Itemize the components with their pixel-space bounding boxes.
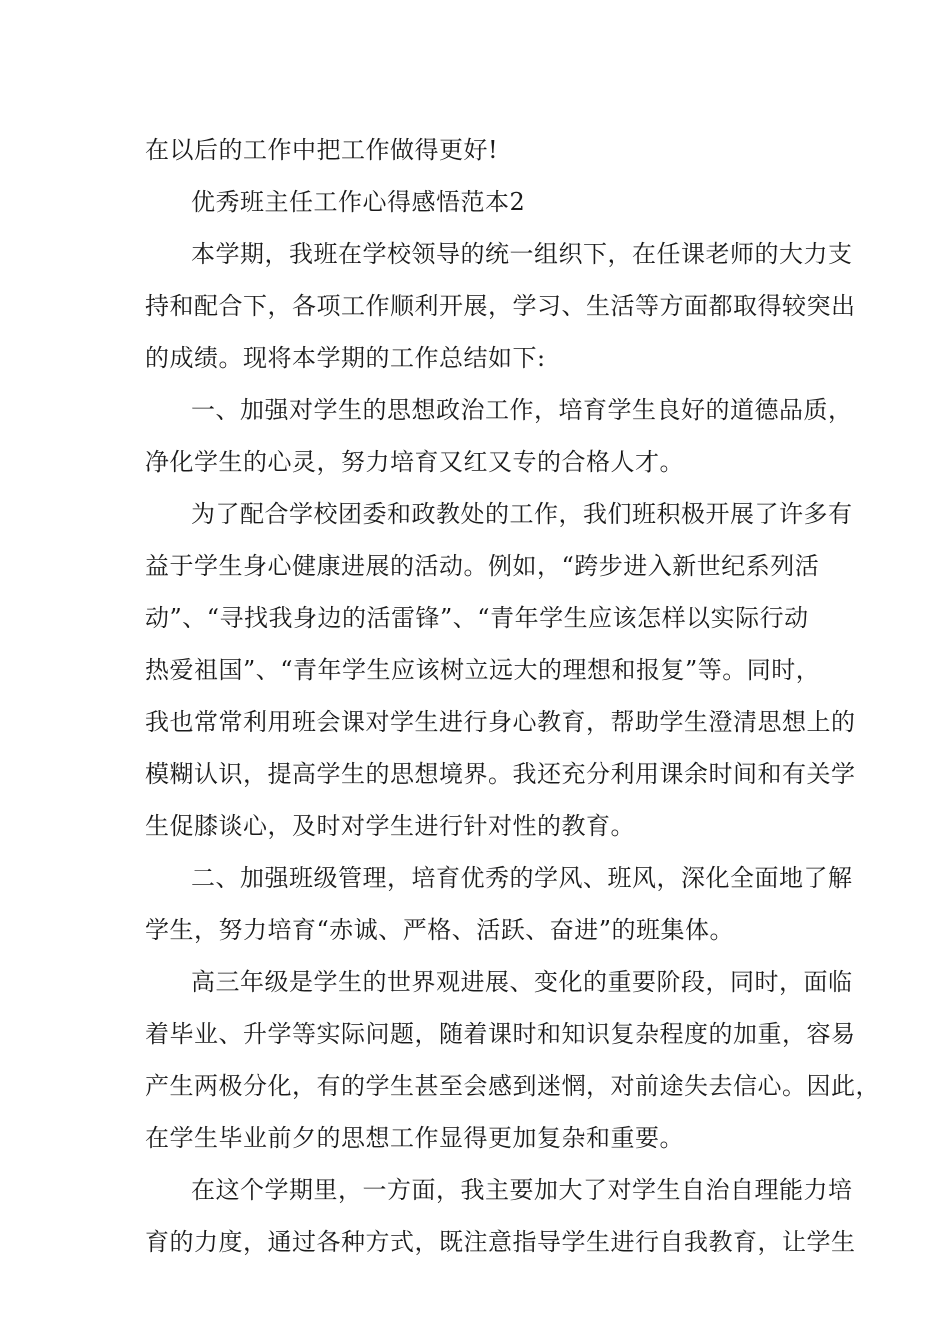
paragraph-line: 产生两极分化，有的学生甚至会感到迷惘，对前途失去信心。因此， bbox=[145, 1072, 880, 1100]
paragraph-line: 净化学生的心灵，努力培育又红又专的合格人才。 bbox=[145, 448, 684, 476]
paragraph-line: 育的力度，通过各种方式，既注意指导学生进行自我教育，让学生 bbox=[145, 1228, 856, 1256]
paragraph-line: 为了配合学校团委和政教处的工作，我们班积极开展了许多有 bbox=[191, 500, 853, 528]
paragraph-line: 模糊认识，提高学生的思想境界。我还充分利用课余时间和有关学 bbox=[145, 760, 856, 788]
paragraph-line: 动”、“寻找我身边的活雷锋”、“青年学生应该怎样以实际行动 bbox=[145, 604, 809, 632]
paragraph-line: 在这个学期里，一方面，我主要加大了对学生自治自理能力培 bbox=[191, 1176, 853, 1204]
paragraph-line: 的成绩。现将本学期的工作总结如下: bbox=[145, 344, 546, 372]
paragraph-line: 学生，努力培育“赤诚、严格、活跃、奋进”的班集体。 bbox=[145, 916, 735, 944]
paragraph-line: 益于学生身心健康进展的活动。例如，“跨步进入新世纪系列活 bbox=[145, 552, 820, 580]
paragraph-line: 我也常常利用班会课对学生进行身心教育，帮助学生澄清思想上的 bbox=[145, 708, 856, 736]
paragraph-line: 在以后的工作中把工作做得更好! bbox=[145, 136, 499, 164]
paragraph-line: 热爱祖国”、“青年学生应该树立远大的理想和报复”等。同时， bbox=[145, 656, 821, 684]
paragraph-line: 持和配合下，各项工作顺利开展，学习、生活等方面都取得较突出 bbox=[145, 292, 856, 320]
paragraph-line: 一、加强对学生的思想政治工作，培育学生良好的道德品质， bbox=[191, 396, 853, 424]
paragraph-line: 生促膝谈心，及时对学生进行针对性的教育。 bbox=[145, 812, 635, 840]
paragraph-line: 二、加强班级管理，培育优秀的学风、班风，深化全面地了解 bbox=[191, 864, 853, 892]
section-heading: 优秀班主任工作心得感悟范本2 bbox=[191, 188, 526, 216]
paragraph-line: 本学期，我班在学校领导的统一组织下，在任课老师的大力支 bbox=[191, 240, 853, 268]
paragraph-line: 在学生毕业前夕的思想工作显得更加复杂和重要。 bbox=[145, 1124, 684, 1152]
paragraph-line: 高三年级是学生的世界观进展、变化的重要阶段，同时，面临 bbox=[191, 968, 853, 996]
paragraph-line: 着毕业、升学等实际问题，随着课时和知识复杂程度的加重，容易 bbox=[145, 1020, 856, 1048]
